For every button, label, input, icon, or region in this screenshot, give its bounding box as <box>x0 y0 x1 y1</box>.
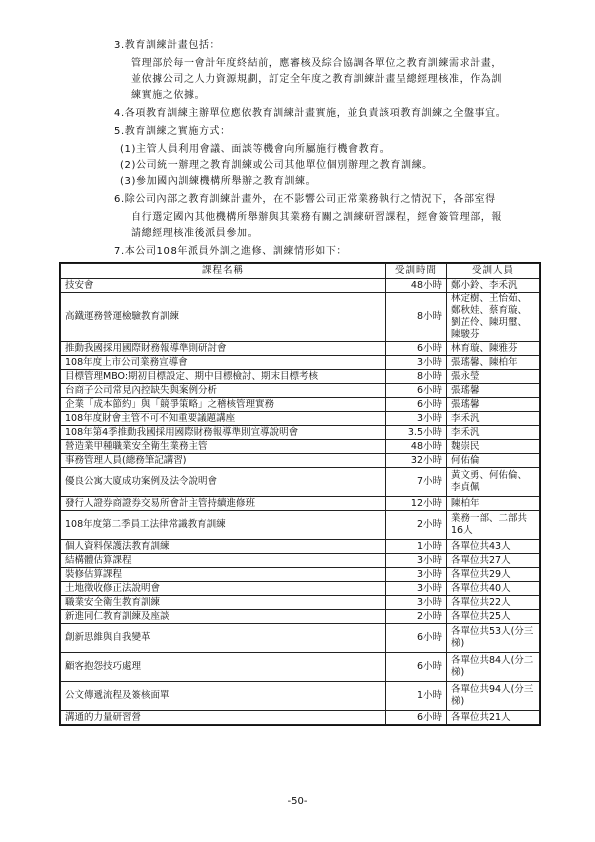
trainees-cell: 各單位共29人 <box>447 568 540 582</box>
table-row <box>61 610 540 624</box>
table-row <box>61 682 540 711</box>
hours-cell: 3小時 <box>386 582 447 596</box>
item6-line-3: 請總經理核准後派員參加。 <box>131 228 259 239</box>
table-row <box>61 293 540 342</box>
course-cell: 土地徵收修正法說明會 <box>61 582 386 596</box>
trainees-cell: 魏崇民 <box>447 440 540 454</box>
course-cell: 目標管理MBO:期初目標設定、期中目標檢討、期末目標考核 <box>61 370 386 384</box>
page-number: -50- <box>287 796 308 807</box>
trainees-cell: 張瑤馨、陳柏年 <box>447 356 540 370</box>
hours-cell: 6小時 <box>386 384 447 398</box>
item3-title: 3.教育訓練計畫包括： <box>114 40 221 51</box>
item5-option-2: (2)公司統一辦理之教育訓練或公司其他單位個別辦理之教育訓練。 <box>120 160 433 171</box>
hours-cell: 32小時 <box>386 454 447 468</box>
course-cell: 發行人證券商證券交易所會計主管持續進修班 <box>61 497 386 511</box>
course-cell: 推動我國採用國際財務報導準則研討會 <box>61 342 386 356</box>
trainees-cell: 各單位共40人 <box>447 582 540 596</box>
trainees-cell: 各單位共21人 <box>447 711 540 725</box>
hours-cell: 7小時 <box>386 468 447 497</box>
hours-cell: 8小時 <box>386 370 447 384</box>
hours-cell: 3小時 <box>386 568 447 582</box>
table-row <box>61 412 540 426</box>
table-row <box>61 426 540 440</box>
trainees-cell: 各單位共25人 <box>447 610 540 624</box>
table-row <box>61 384 540 398</box>
course-cell: 職業安全衛生教育訓練 <box>61 596 386 610</box>
course-cell: 新進同仁教育訓練及座談 <box>61 610 386 624</box>
hours-cell: 6小時 <box>386 653 447 682</box>
table-header-row <box>61 264 540 279</box>
course-cell: 創新思維與自我變革 <box>61 624 386 653</box>
trainees-cell: 張瑤馨 <box>447 398 540 412</box>
hours-cell: 6小時 <box>386 624 447 653</box>
table-row <box>61 568 540 582</box>
hours-cell: 3小時 <box>386 412 447 426</box>
course-cell: 108年第4季推動我國採用國際財務報導準則宣導說明會 <box>61 426 386 440</box>
table-row <box>61 370 540 384</box>
trainees-cell: 陳柏年 <box>447 497 540 511</box>
trainees-cell: 各單位共94人(分三梯) <box>447 682 540 711</box>
table-row <box>61 342 540 356</box>
item5-option-3: (3)參加國內訓練機構所舉辦之教育訓練。 <box>120 176 317 187</box>
trainees-cell: 張瑤馨 <box>447 384 540 398</box>
trainees-cell: 業務一部、二部共16人 <box>447 511 540 540</box>
table-row <box>61 454 540 468</box>
hours-cell: 3小時 <box>386 596 447 610</box>
training-table <box>60 263 540 725</box>
course-cell: 優良公寓大廈成功案例及法令說明會 <box>61 468 386 497</box>
hours-cell: 1小時 <box>386 682 447 711</box>
table-row <box>61 711 540 725</box>
course-cell: 公文傳遞流程及簽核面單 <box>61 682 386 711</box>
course-cell: 108年度財會主管不可不知重要議題講座 <box>61 412 386 426</box>
table-row <box>61 398 540 412</box>
item5-title: 5.教育訓練之實施方式： <box>114 126 231 137</box>
header-course: 課程名稱 <box>61 264 386 279</box>
item6-line-1: 6.除公司內部之教育訓練計畫外，在不影響公司正常業務執行之情況下，各部室得 <box>114 194 496 205</box>
trainees-cell: 林定樹、王怡茹、鄭秋娃、蔡育璇、劉芷伶、陳玥璽、陳駿芬 <box>447 293 540 342</box>
trainees-cell: 鄭小鈴、李禾汎 <box>447 279 540 293</box>
trainees-cell: 各單位共22人 <box>447 596 540 610</box>
course-cell: 企業「成本節約」與「競爭策略」之稽核管理實務 <box>61 398 386 412</box>
trainees-cell: 黃文勇、何佑倫、李貞佩 <box>447 468 540 497</box>
table-row <box>61 582 540 596</box>
course-cell: 108年度第二季員工法律常識教育訓練 <box>61 511 386 540</box>
hours-cell: 2小時 <box>386 610 447 624</box>
table-row <box>61 279 540 293</box>
course-cell: 高鐵運務營運檢驗教育訓練 <box>61 293 386 342</box>
course-cell: 營造業甲種職業安全衛生業務主管 <box>61 440 386 454</box>
header-trainees: 受訓人員 <box>447 264 540 279</box>
course-cell: 事務管理人員(總務筆記講習) <box>61 454 386 468</box>
course-cell: 結構體估算課程 <box>61 554 386 568</box>
trainees-cell: 李禾汎 <box>447 426 540 440</box>
item5-option-1: (1)主管人員利用會議、面談等機會向所屬施行機會教育。 <box>120 144 391 155</box>
trainees-cell: 各單位共84人(分二梯) <box>447 653 540 682</box>
course-cell: 技安會 <box>61 279 386 293</box>
hours-cell: 3小時 <box>386 554 447 568</box>
trainees-cell: 各單位共53人(分三梯) <box>447 624 540 653</box>
item3-line-3: 練實施之依據。 <box>131 90 206 101</box>
table-row <box>61 511 540 540</box>
course-cell: 溝通的力量研習營 <box>61 711 386 725</box>
trainees-cell: 各單位共43人 <box>447 540 540 554</box>
hours-cell: 48小時 <box>386 279 447 293</box>
table-row <box>61 497 540 511</box>
course-cell: 顧客抱怨技巧處理 <box>61 653 386 682</box>
trainees-cell: 何佑倫 <box>447 454 540 468</box>
header-hours: 受訓時間 <box>386 264 447 279</box>
table-row <box>61 440 540 454</box>
table-row <box>61 653 540 682</box>
trainees-cell: 林育璇、陳雅芬 <box>447 342 540 356</box>
trainees-cell: 李禾汎 <box>447 412 540 426</box>
item3-line-1: 管理部於每一會計年度終結前，應審核及綜合協調各單位之教育訓練需求計畫， <box>131 58 502 69</box>
table-row <box>61 356 540 370</box>
table-row <box>61 624 540 653</box>
item7-text: 7.本公司108年派員外訓之進修、訓練情形如下： <box>114 246 348 257</box>
trainees-cell: 各單位共27人 <box>447 554 540 568</box>
hours-cell: 2小時 <box>386 511 447 540</box>
hours-cell: 8小時 <box>386 293 447 342</box>
item3-line-2: 並依據公司之人力資源規劃，訂定全年度之教育訓練計畫呈總經理核准，作為訓 <box>131 74 502 85</box>
course-cell: 裝修估算課程 <box>61 568 386 582</box>
item4-text: 4.各項教育訓練主辦單位應依教育訓練計畫實施，並負責該項教育訓練之全盤事宜。 <box>114 108 507 119</box>
table-body <box>61 279 540 725</box>
course-cell: 個人資料保護法教育訓練 <box>61 540 386 554</box>
hours-cell: 3小時 <box>386 356 447 370</box>
table-row <box>61 554 540 568</box>
item6-line-2: 自行選定國內其他機構所舉辦與其業務有關之訓練研習課程，經會簽管理部，報 <box>131 212 502 223</box>
hours-cell: 3.5小時 <box>386 426 447 440</box>
trainees-cell: 張永瑩 <box>447 370 540 384</box>
table-row <box>61 596 540 610</box>
course-cell: 108年度上市公司業務宣導會 <box>61 356 386 370</box>
hours-cell: 48小時 <box>386 440 447 454</box>
hours-cell: 6小時 <box>386 342 447 356</box>
hours-cell: 1小時 <box>386 540 447 554</box>
course-cell: 台商子公司常見內控缺失與案例分析 <box>61 384 386 398</box>
hours-cell: 6小時 <box>386 711 447 725</box>
hours-cell: 12小時 <box>386 497 447 511</box>
table-row <box>61 540 540 554</box>
table-row <box>61 468 540 497</box>
hours-cell: 6小時 <box>386 398 447 412</box>
